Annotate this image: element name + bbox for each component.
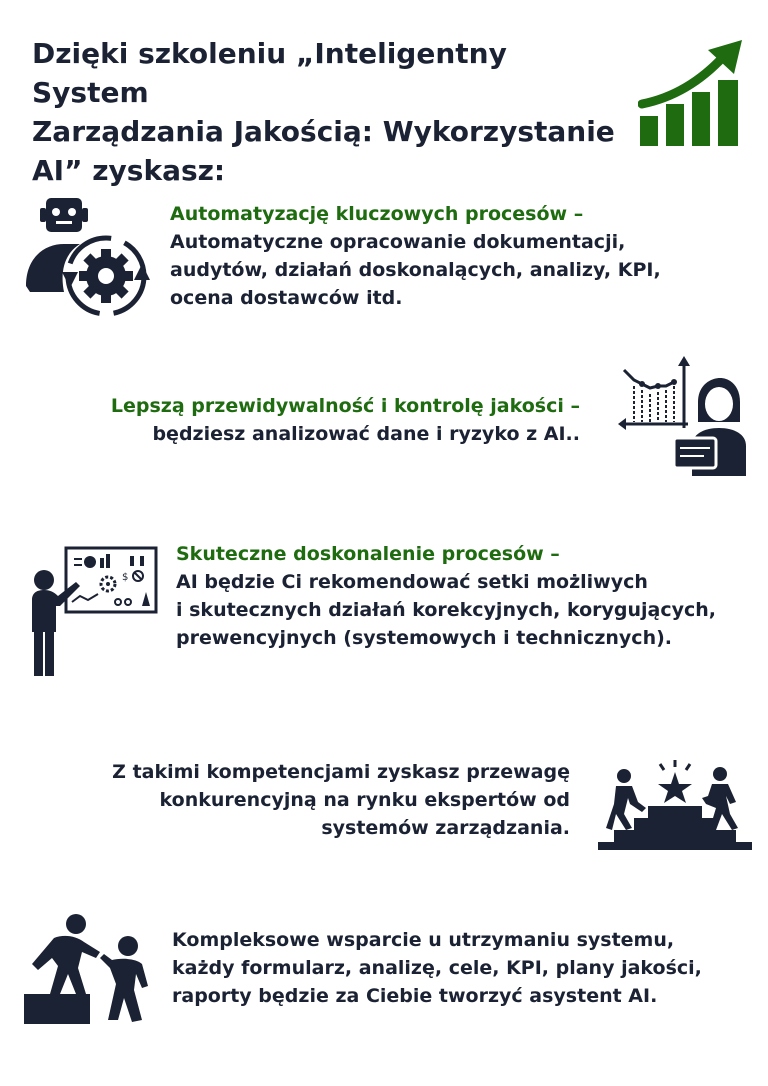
title-line: AI” zyskasz: <box>32 154 226 187</box>
benefit-body-line: i skutecznych działań korekcyjnych, korygujących, <box>176 599 717 621</box>
page-title <box>32 34 632 190</box>
benefit-heading: Automatyzację kluczowych procesów – <box>170 203 584 225</box>
benefit-body-line: ocena dostawców itd. <box>170 287 403 309</box>
benefit-process-improvement <box>176 540 716 652</box>
benefit-body-line: Automatyczne opracowanie dokumentacji, <box>170 231 626 253</box>
robot-gear-icon <box>24 194 154 324</box>
growth-chart-icon <box>638 38 746 148</box>
benefit-heading-line: każdy formularz, analizę, cele, KPI, plany jakości, <box>172 957 702 979</box>
benefit-automation <box>170 200 661 312</box>
benefit-ai-support <box>172 926 702 1010</box>
benefit-heading-line: Z takimi kompetencjami zyskasz przewagę <box>112 761 570 783</box>
analyst-chart-icon <box>618 356 748 480</box>
benefit-body-line: prewencyjnych (systemowych i technicznych). <box>176 627 672 649</box>
svg-text:$: $ <box>122 572 129 583</box>
benefit-heading-line: Kompleksowe wsparcie u utrzymaniu systemu, <box>172 929 675 951</box>
benefit-heading-line: systemów zarządzania. <box>321 817 570 839</box>
title-line: Dzięki szkoleniu „Inteligentny System <box>32 37 507 109</box>
benefit-body-line: będziesz analizować dane i ryzyko z AI.. <box>152 423 580 445</box>
benefit-heading-line: konkurencyjną na rynku ekspertów od <box>159 789 570 811</box>
benefit-body-line: AI będzie Ci rekomendować setki możliwych <box>176 571 648 593</box>
benefit-heading-line: raporty będzie za Ciebie tworzyć asystent AI. <box>172 985 658 1007</box>
title-line: Zarządzania Jakością: Wykorzystanie <box>32 115 615 148</box>
benefit-quality-control <box>60 392 580 448</box>
presenter-board-icon <box>28 546 160 682</box>
helping-hand-icon <box>24 912 160 1026</box>
benefit-body-line: audytów, działań doskonalących, analizy, KPI, <box>170 259 661 281</box>
benefit-heading: Skuteczne doskonalenie procesów – <box>176 543 560 565</box>
benefit-competitive-advantage <box>40 758 570 842</box>
podium-star-icon <box>598 758 752 852</box>
benefit-heading: Lepszą przewidywalność i kontrolę jakości – <box>110 395 580 417</box>
